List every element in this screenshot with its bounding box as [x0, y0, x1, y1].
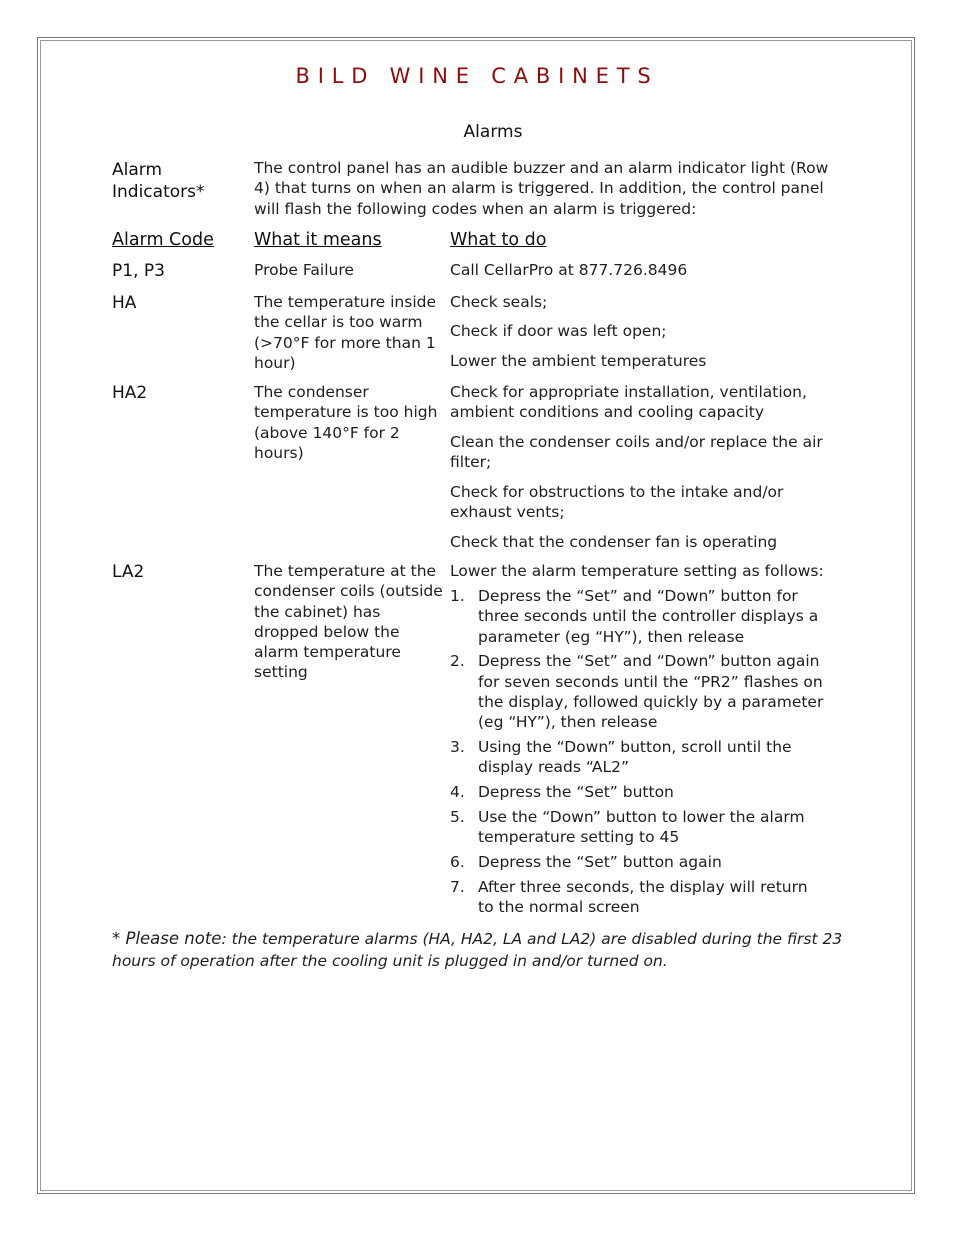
list-item: 4. Depress the “Set” button — [450, 783, 674, 802]
alarm-action: Check if door was left open; — [450, 322, 667, 340]
list-item: 7. After three seconds, the display will return to the normal screen — [450, 877, 808, 917]
list-item: 1. Depress the “Set” and “Down” button for three seconds until the controller displays a parameter (eg “HY”), then release — [450, 587, 819, 646]
alarm-code: P1, P3 — [112, 261, 165, 281]
alarm-action: Check seals; — [450, 293, 548, 311]
alarm-action: Check for obstructions to the intake and/or exhaust vents; — [450, 483, 784, 522]
header-what-to-do: What to do — [450, 230, 547, 250]
alarm-meaning: The condenser temperature is too high (above 140°F for 2 hours) — [254, 383, 438, 462]
alarm-meaning: Probe Failure — [254, 261, 354, 279]
alarm-action: Check for appropriate installation, ventilation, ambient conditions and cooling capacity — [450, 383, 807, 422]
header-alarm-code: Alarm Code — [112, 230, 214, 250]
list-item: 3. Using the “Down” button, scroll until the display reads “AL2” — [450, 738, 792, 777]
alarm-indicators-label: Alarm Indicators* — [112, 160, 205, 202]
alarm-code: LA2 — [112, 562, 145, 582]
footnote — [112, 928, 872, 972]
brand-heading: BILD WINE CABINETS — [295, 64, 659, 88]
alarm-meaning: The temperature at the condenser coils (outside the cabinet) has dropped below the alarm temperature setting — [254, 562, 443, 682]
alarm-code: HA2 — [112, 383, 148, 403]
alarm-action-lead: Lower the alarm temperature setting as follows: — [450, 562, 824, 580]
list-item: 6. Depress the “Set” button again — [450, 853, 722, 872]
list-item: 5. Use the “Down” button to lower the alarm temperature setting to 45 — [450, 807, 805, 847]
steps-list — [450, 586, 825, 922]
alarm-code: HA — [112, 293, 137, 313]
alarm-indicators-text: The control panel has an audible buzzer and an alarm indicator light (Row 4) that turns on when an alarm is triggered. In addition, the control panel will flash the following codes when an alarm is triggered: — [254, 159, 829, 218]
alarm-action: Lower the ambient temperatures — [450, 352, 707, 370]
footnote-lead: * Please note — [112, 929, 222, 948]
alarm-meaning: The temperature inside the cellar is too warm (>70°F for more than 1 hour) — [254, 293, 436, 372]
alarm-action: Call CellarPro at 877.726.8496 — [450, 261, 688, 279]
alarm-action: Clean the condenser coils and/or replace the air filter; — [450, 433, 823, 472]
header-what-it-means: What it means — [254, 230, 382, 250]
section-title: Alarms — [463, 122, 523, 142]
alarm-action: Check that the condenser fan is operating — [450, 533, 778, 551]
footnote-text: : the temperature alarms (HA, HA2, LA and LA2) are disabled during the first 23 hours of operation after the cooling unit is plugged in and/or turned on. — [112, 930, 843, 970]
list-item: 2. Depress the “Set” and “Down” button again for seven seconds until the “PR2” flashes on the display, followed quickly by a parameter (eg “HY”), then release — [450, 652, 824, 732]
